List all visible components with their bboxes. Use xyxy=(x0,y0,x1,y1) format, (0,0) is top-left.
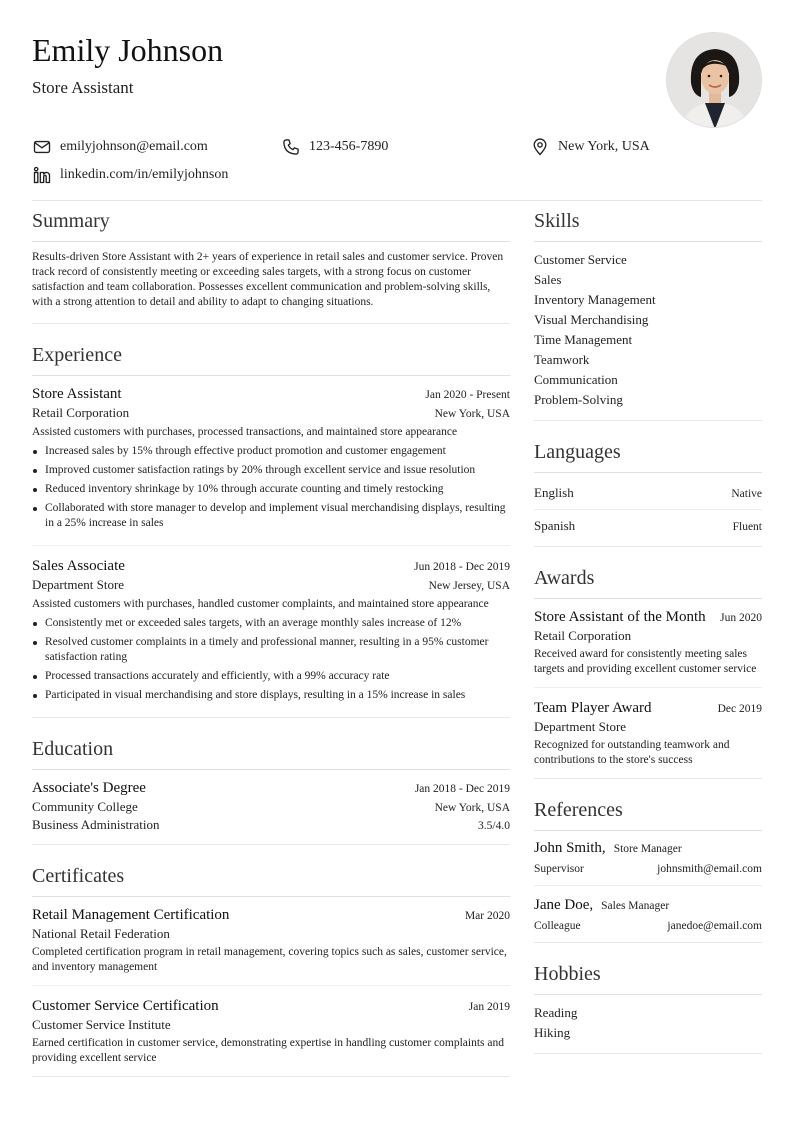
award-title: Team Player Award xyxy=(534,700,652,716)
certificate-description: Earned certification in customer service, demonstrating expertise in handling customer complaints and providing excellent service xyxy=(32,1037,504,1064)
certificate-date: Jan 2019 xyxy=(468,1001,510,1013)
candidate-name: Emily Johnson xyxy=(32,32,224,68)
references-section xyxy=(534,797,762,943)
job-title: Sales Associate xyxy=(32,558,125,574)
languages-heading: Languages xyxy=(534,439,762,473)
skill-item: Problem-Solving xyxy=(534,392,623,407)
reference-name: Jane Doe, xyxy=(534,897,594,913)
certificates-heading: Certificates xyxy=(32,863,510,897)
summary-heading: Summary xyxy=(32,208,510,242)
contact-linkedin[interactable] xyxy=(32,165,228,185)
certificates-section xyxy=(32,863,510,1077)
award-title: Store Assistant of the Month xyxy=(534,609,706,625)
education-heading: Education xyxy=(32,736,510,770)
skills-section xyxy=(534,208,762,421)
email-text[interactable]: emilyjohnson@email.com xyxy=(60,139,208,154)
skill-item: Visual Merchandising xyxy=(534,312,649,327)
skill-item: Inventory Management xyxy=(534,292,656,307)
achievement-item: Consistently met or exceeded sales targets, with an average monthly sales increase of 12% xyxy=(32,616,510,631)
summary-section xyxy=(32,208,510,324)
hobbies-heading: Hobbies xyxy=(534,961,762,995)
right-column xyxy=(534,208,762,1054)
job-description: Assisted customers with purchases, handled customer complaints, and maintained store appearance xyxy=(32,598,489,610)
achievement-item: Participated in visual merchandising and store displays, resulting in a 15% increase in sales xyxy=(32,688,510,703)
language-level: Fluent xyxy=(732,521,762,533)
language-entry xyxy=(534,481,762,510)
job-achievements xyxy=(32,616,510,703)
hobbies-section xyxy=(534,961,762,1054)
education-dates: Jan 2018 - Dec 2019 xyxy=(414,783,510,795)
job-title: Store Assistant xyxy=(32,386,122,402)
certificate-title: Retail Management Certification xyxy=(32,907,230,923)
job-dates: Jun 2018 - Dec 2019 xyxy=(414,561,510,573)
left-column xyxy=(32,208,510,1077)
person-photo-icon xyxy=(667,33,762,128)
job-company: Department Store xyxy=(32,577,125,592)
skill-item: Communication xyxy=(534,372,618,387)
achievement-item: Resolved customer complaints in a timely and professional manner, resulting in a 95% customer satisfaction rating xyxy=(32,635,510,665)
experience-heading: Experience xyxy=(32,342,510,376)
resume-page xyxy=(32,0,762,1123)
certificate-date: Mar 2020 xyxy=(464,910,510,922)
certificate-entry xyxy=(32,996,510,1076)
certificate-description: Completed certification program in retail management, covering topics such as sales, customer service, and inventory management xyxy=(32,946,507,973)
profile-photo xyxy=(666,32,762,128)
reference-email[interactable]: johnsmith@email.com xyxy=(657,863,762,875)
achievement-item: Improved customer satisfaction ratings by 20% through excellent service and issue resolution xyxy=(32,463,510,478)
awards-section xyxy=(534,565,762,779)
experience-entry xyxy=(32,384,510,546)
job-description: Assisted customers with purchases, processed transactions, and maintained store appearance xyxy=(32,426,458,438)
linkedin-text[interactable]: linkedin.com/in/emilyjohnson xyxy=(60,167,229,182)
reference-entry xyxy=(534,896,762,942)
reference-entry xyxy=(534,839,762,886)
reference-relation: Supervisor xyxy=(534,863,584,875)
gpa: 3.5/4.0 xyxy=(478,820,510,832)
skill-item: Sales xyxy=(534,272,562,287)
contact-location xyxy=(530,137,650,157)
language-name: Spanish xyxy=(534,518,576,533)
experience-entry xyxy=(32,556,510,717)
school-location: New York, USA xyxy=(434,802,510,814)
location-pin-icon xyxy=(530,137,550,157)
certificate-entry xyxy=(32,905,510,986)
degree: Associate's Degree xyxy=(32,780,146,796)
languages-section xyxy=(534,439,762,547)
field-of-study: Business Administration xyxy=(32,817,160,832)
skills-heading: Skills xyxy=(534,208,762,242)
reference-position: Store Manager xyxy=(613,843,682,855)
contact-phone[interactable] xyxy=(281,137,388,157)
language-level: Native xyxy=(731,488,762,500)
award-entry xyxy=(534,607,762,688)
candidate-title: Store Assistant xyxy=(32,78,134,97)
reference-relation: Colleague xyxy=(534,920,581,932)
job-dates: Jan 2020 - Present xyxy=(425,389,510,401)
language-name: English xyxy=(534,485,574,500)
education-entry xyxy=(32,778,510,844)
skill-item: Customer Service xyxy=(534,252,627,267)
job-location: New Jersey, USA xyxy=(428,580,510,592)
award-entry xyxy=(534,698,762,778)
skill-item: Teamwork xyxy=(534,352,590,367)
certificate-title: Customer Service Certification xyxy=(32,998,219,1014)
awards-heading: Awards xyxy=(534,565,762,599)
school-name: Community College xyxy=(32,799,138,814)
award-date: Jun 2020 xyxy=(720,612,762,624)
achievement-item: Increased sales by 15% through effective product promotion and customer engagement xyxy=(32,444,510,459)
phone-text[interactable]: 123-456-7890 xyxy=(309,139,389,154)
certificate-issuer: Customer Service Institute xyxy=(32,1017,171,1032)
language-entry xyxy=(534,514,762,542)
location-text: New York, USA xyxy=(558,139,650,154)
hobby-item: Reading xyxy=(534,1005,578,1020)
skill-item: Time Management xyxy=(534,332,633,347)
linkedin-icon xyxy=(32,165,52,185)
award-description: Received award for consistently meeting sales targets and providing excellent customer service xyxy=(534,648,757,675)
achievement-item: Processed transactions accurately and efficiently, with a 99% accuracy rate xyxy=(32,669,510,684)
job-location: New York, USA xyxy=(434,408,510,420)
summary-text: Results-driven Store Assistant with 2+ years of experience in retail sales and customer service. Proven track record of consistently meeting or exceeding sales targets, with a strong focus on customer satisfaction and team collaboration. Possesses excellent communication and problem-solving skills, with a strong attention to detail and ability to adapt to changing situations. xyxy=(32,251,504,308)
contact-email[interactable] xyxy=(32,137,208,157)
job-achievements xyxy=(32,444,510,531)
hobby-item: Hiking xyxy=(534,1025,571,1040)
references-heading: References xyxy=(534,797,762,831)
award-organization: Department Store xyxy=(534,719,627,734)
achievement-item: Collaborated with store manager to develop and implement visual merchandising displays, resulting in a 25% increase in sales xyxy=(32,501,510,531)
job-company: Retail Corporation xyxy=(32,405,130,420)
header-divider xyxy=(32,200,762,201)
experience-section xyxy=(32,342,510,718)
award-organization: Retail Corporation xyxy=(534,628,632,643)
reference-name: John Smith, xyxy=(534,840,606,856)
reference-email[interactable]: janedoe@email.com xyxy=(667,920,762,932)
award-date: Dec 2019 xyxy=(717,703,762,715)
certificate-issuer: National Retail Federation xyxy=(32,926,170,941)
envelope-icon xyxy=(32,137,52,157)
education-section xyxy=(32,736,510,845)
achievement-item: Reduced inventory shrinkage by 10% through accurate counting and timely restocking xyxy=(32,482,510,497)
award-description: Recognized for outstanding teamwork and contributions to the store's success xyxy=(534,739,730,766)
reference-position: Sales Manager xyxy=(601,900,670,912)
phone-icon xyxy=(281,137,301,157)
